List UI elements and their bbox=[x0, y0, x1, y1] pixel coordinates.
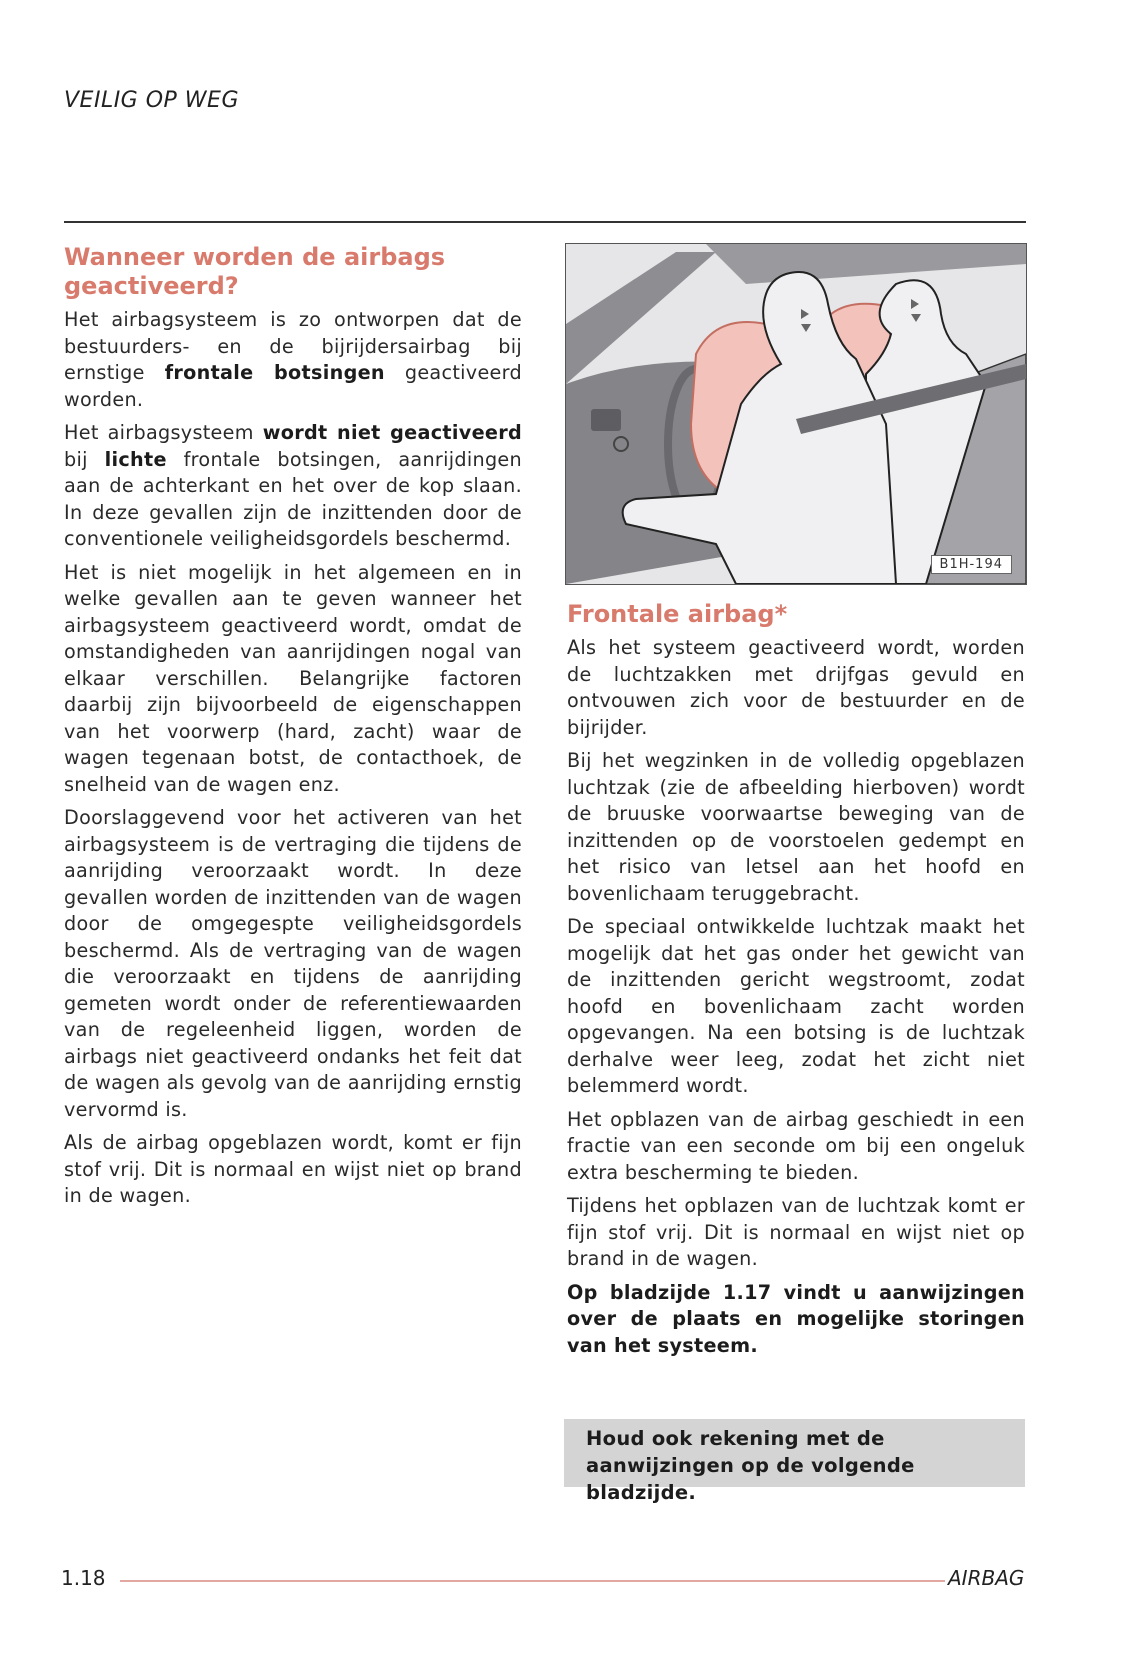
paragraph: Het is niet mogelijk in het algemeen en in welke gevallen aan te geven wanneer het airbagsysteem geactiveerd wordt, omdat de omstandigheden van aanrijdingen nogal van elkaar verschillen. Belangrijke factoren daarbij zijn bijvoorbeeld de eigenschappen van het voorwerp (hard, zacht) waar de wagen tegenaan botst, de contacthoek, de snelheid van de wagen enz. bbox=[64, 560, 522, 796]
section-heading-frontal-airbag: Frontale airbag* bbox=[567, 600, 788, 628]
section-heading-activation: Wanneer worden de airbags geactiveerd? bbox=[64, 243, 446, 300]
paragraph: Het airbagsysteem wordt niet geactiveerd bij lichte frontale botsingen, aanrijdingen aan de achterkant en het over de kop slaan. In deze gevallen zijn de inzittenden door de conventionele veiligheidsgordels beschermd. bbox=[64, 421, 522, 550]
page-reference-note: Op bladzijde 1.17 vindt u aanwijzingen over de plaats en mogelijke storingen van het systeem. bbox=[567, 1280, 1025, 1357]
right-column bbox=[567, 600, 1025, 1366]
paragraph: Doorslaggevend voor het activeren van het airbagsysteem is de vertraging die tijdens de aanrijding veroorzaakt wordt. In deze gevallen worden de inzittenden van de wagen door de omgegespte veiligheidsgordels beschermd. Als de vertraging van de wagen die veroorzaakt en tijdens de aanrijding gemeten wordt onder de referentiewaarden van de regeleenheid liggen, worden de airbags niet geactiveerd ondanks het feit dat de wagen als gevolg van de aanrijding ernstig vervormd is. bbox=[64, 806, 522, 1121]
footer-section-title: AIRBAG bbox=[948, 1566, 1025, 1590]
paragraph: Bij het wegzinken in de volledig opgeblazen luchtzak (zie de afbeelding hierboven) wordt de bruuske voorwaartse beweging van de inzittenden op de voorstoelen gedempt en het risico van letsel aan het hoofd en bovenlichaam teruggebracht. bbox=[567, 749, 1025, 905]
paragraph: Het airbagsysteem is zo ontworpen dat de bestuurders- en de bijrijdersairbag bij ernstige frontale botsingen geactiveerd worden. bbox=[64, 308, 522, 411]
paragraph: De speciaal ontwikkelde luchtzak maakt het mogelijk dat het gas onder het gewicht van de inzittenden gericht wegstroomt, zodat hoofd en bovenlichaam zacht worden opgevangen. Na een botsing is de luchtzak derhalve weer leeg, zodat het zicht niet belemmerd wordt. bbox=[567, 915, 1025, 1097]
paragraph: Als het systeem geactiveerd wordt, worden de luchtzakken met drijfgas gevuld en ontvouwen zich voor de bestuurder en de bijrijder. bbox=[567, 636, 1025, 739]
airbag-illustration bbox=[565, 243, 1027, 585]
figure-code-label: B1H-194 bbox=[931, 555, 1012, 574]
note-text: Houd ook rekening met de aanwijzingen op de volgende bladzijde. bbox=[586, 1427, 915, 1504]
running-title: VEILIG OP WEG bbox=[64, 88, 240, 113]
crash-dummy-airbag-icon bbox=[566, 244, 1026, 584]
footer-divider bbox=[120, 1580, 945, 1582]
next-page-note-box bbox=[564, 1419, 1025, 1504]
top-divider bbox=[64, 221, 1026, 223]
paragraph: Tijdens het opblazen van de luchtzak komt er fijn stof vrij. Dit is normaal en wijst niet op brand in de wagen. bbox=[567, 1194, 1025, 1270]
left-column bbox=[64, 243, 522, 1217]
paragraph: Als de airbag opgeblazen wordt, komt er fijn stof vrij. Dit is normaal en wijst niet op brand in de wagen. bbox=[64, 1131, 522, 1207]
paragraph: Het opblazen van de airbag geschiedt in een fractie van een seconde om bij een ongeluk extra bescherming te bieden. bbox=[567, 1107, 1025, 1184]
page-number: 1.18 bbox=[61, 1566, 106, 1590]
